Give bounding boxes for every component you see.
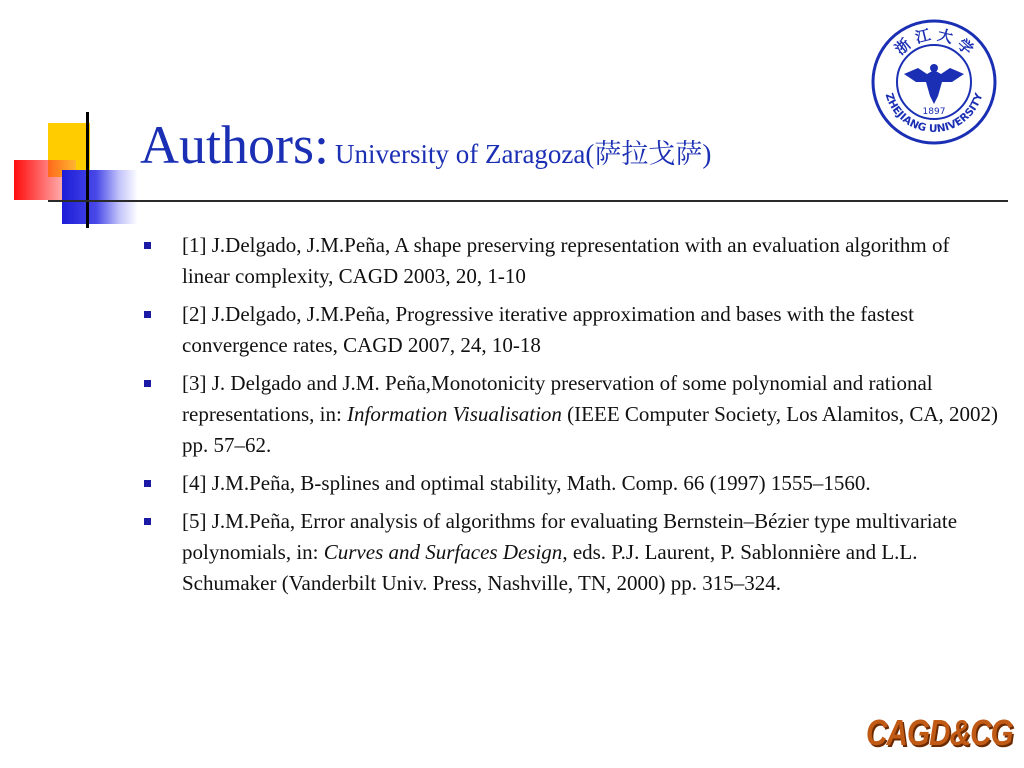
seal-top-text: 浙 江 大 学 [891,25,977,59]
reference-text: [2] J.Delgado, J.M.Peña, Progressive iterative approximation and bases with the fastest convergence rates, CAGD 2007, 24, 10-18 [182,302,914,357]
reference-text: (IEEE Computer Society, Los Alamitos, CA, 2002) pp. 57–62. [182,402,999,457]
title-underline [48,200,1008,202]
decor-vertical-line [86,112,89,228]
bullet-icon [144,518,151,525]
bullet-icon [144,311,151,318]
seal-bottom-text: ZHEJIANG UNIVERSITY [882,91,986,136]
bullet-icon [144,380,151,387]
reference-text: [3] J. Delgado and J.M. Peña,Monotonicity preservation of some polynomial and rational representations, in: [182,371,933,426]
cagd-cg-logo: CAGD&CG [866,712,1013,753]
reference-item [144,368,1002,461]
reference-item [144,230,1002,292]
bullet-icon [144,480,151,487]
reference-text: [5] J.M.Peña, Error analysis of algorithms for evaluating Bernstein–Bézier type multivariate polynomials, in: [182,509,958,564]
slide-title [140,115,712,175]
reference-italic-text: Curves and Surfaces Design [323,540,563,564]
title-subtitle: University of Zaragoza(萨拉戈萨) [335,139,712,169]
reference-item [144,506,1002,599]
reference-item [144,299,1002,361]
bullet-icon [144,242,151,249]
reference-text: [4] J.M.Peña, B-splines and optimal stability, Math. Comp. 66 (1997) 1555–1560. [182,471,871,495]
reference-text: [1] J.Delgado, J.M.Peña, A shape preserving representation with an evaluation algorithm of linear complexity, CAGD 2003, 20, 1-10 [182,233,950,288]
zhejiang-university-seal-icon [870,18,998,146]
reference-italic-text: Information Visualisation [347,402,562,426]
decor-blue-square [62,170,138,224]
reference-text: , eds. P.J. Laurent, P. Sablonnière and L.L. Schumaker (Vanderbilt Univ. Press, Nashville, TN, 2000) pp. 315–324. [182,540,918,595]
reference-item [144,468,1002,499]
reference-list [144,230,1002,606]
title-main: Authors: [140,115,329,175]
seal-year: 1897 [922,107,946,117]
